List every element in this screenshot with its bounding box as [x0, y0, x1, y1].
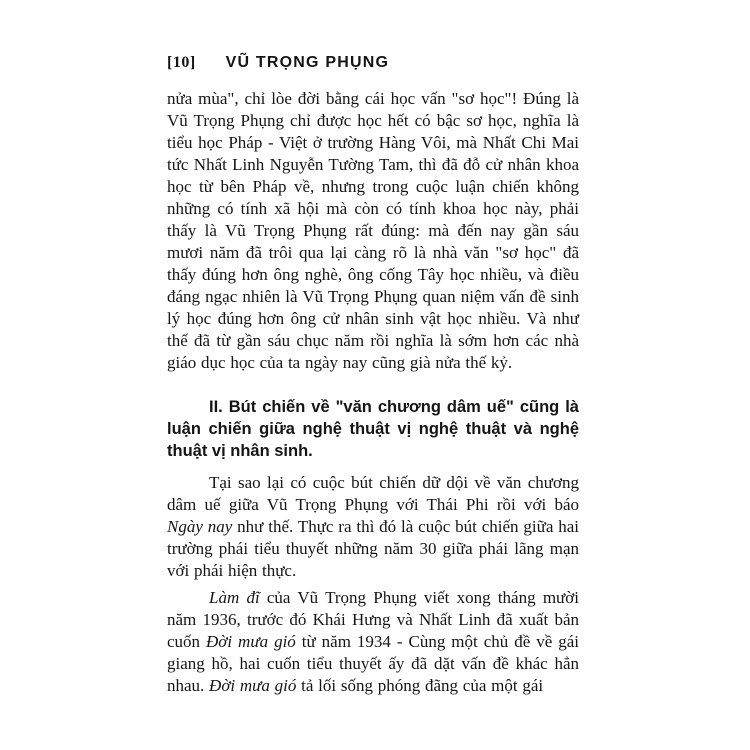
- running-title: VŨ TRỌNG PHỤNG: [225, 54, 390, 71]
- page-header: [167, 54, 579, 72]
- paragraph: [167, 587, 579, 697]
- paragraph: [167, 88, 579, 374]
- text-segment: như thế. Thực ra thì đó là cuộc bút chiến giữa hai trường phái tiểu thuyết những năm 30 giữa phái lãng mạn với phái hiện thực.: [167, 517, 579, 580]
- book-title-italic: Đời mưa gió: [209, 676, 297, 695]
- text-segment: nửa mùa", chỉ lòe đời bằng cái học vấn "sơ học"! Đúng là Vũ Trọng Phụng chỉ được học hết có bậc sơ học, nghĩa là tiểu học Pháp - Việt ở trường Hàng Vôi, mà Nhất Chi Mai tức Nhất Linh Nguyễn Tường Tam, thì đã đỗ cử nhân khoa học từ bên Pháp về, nhưng trong cuộc luận chiến không những có tính xã hội mà còn có tính khoa học này, phải thấy là Vũ Trọng Phụng rất đúng: mà đến nay gần sáu mươi năm đã trôi qua lại càng rõ là nhà văn "sơ học" đã thấy đúng hơn ông nghè, ông cống Tây học nhiều, và điều đáng ngạc nhiên là Vũ Trọng Phụng quan niệm vấn đề sinh lý học đúng hơn ông cử nhân sinh vật học nhiều. Và như thế đã từ gần sáu chục năm rồi nghĩa là sớm hơn các nhà giáo dục học của ta ngày nay cũng già nửa thế kỷ.: [167, 89, 579, 372]
- text-segment: tả lối sống phóng đãng của một gái: [296, 676, 544, 695]
- book-title-italic: Ngày nay: [167, 517, 233, 536]
- page-body: [167, 88, 579, 697]
- text-segment: của Vũ Trọng Phụng viết xong tháng mười năm 1936, trước đó Khái Hưng và Nhất Linh đã xuất bản cuốn: [167, 588, 579, 651]
- paragraph: [167, 472, 579, 582]
- text-segment: II. Bút chiến về "văn chương dâm uế" cũng là luận chiến giữa nghệ thuật vị nghệ thuật và nghệ thuật vị nhân sinh.: [167, 398, 579, 460]
- book-title-italic: Làm đĩ: [209, 588, 260, 607]
- page-number: [10]: [167, 54, 196, 71]
- text-segment: từ năm 1934 - Cùng một chủ đề về gái giang hồ, hai cuốn tiểu thuyết ấy đã dặt vấn đề khác hẳn nhau.: [167, 632, 579, 695]
- section-heading: [167, 396, 579, 462]
- book-title-italic: Đời mưa gió: [206, 632, 296, 651]
- text-block: [167, 54, 579, 697]
- text-segment: Tại sao lại có cuộc bút chiến dữ dội về văn chương dâm uế giữa Vũ Trọng Phụng với Thái Phi rồi với báo: [167, 473, 579, 514]
